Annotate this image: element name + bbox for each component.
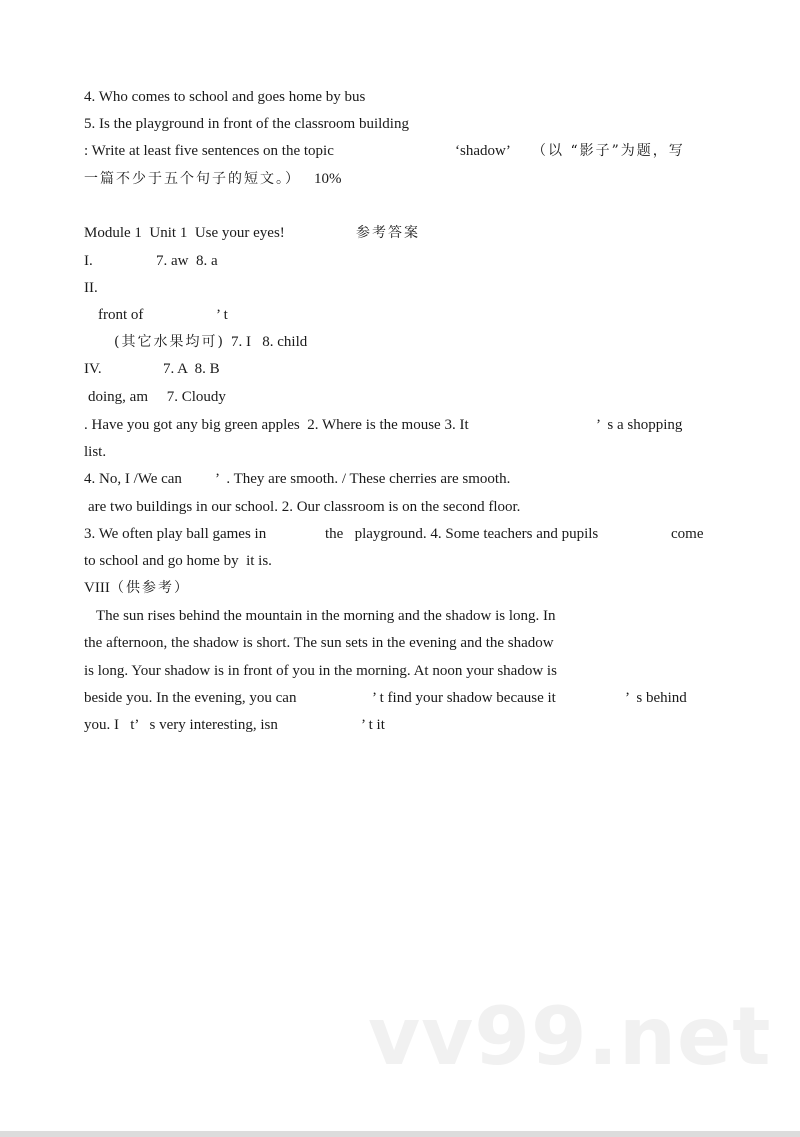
page-bottom-edge (0, 1131, 800, 1137)
essay-line-4-b: ’ t find your shadow because it (372, 690, 556, 706)
answer-heading-cn: 参考答案 (356, 225, 420, 241)
section-7-line3: to school and go home by it is. (84, 553, 272, 569)
section-2-line1-b: ’ t (216, 307, 228, 323)
section-4-answers: 7. A 8. B (163, 361, 220, 377)
essay-line-1: The sun rises behind the mountain in the morning and the shadow is long. In (96, 608, 556, 624)
question-4: 4. Who comes to school and goes home by bus (84, 89, 366, 105)
section-6-line3: 4. No, I /We can (84, 471, 182, 487)
section-8-cn: （供参考） (110, 580, 190, 596)
question-5: 5. Is the playground in front of the classroom building (84, 116, 409, 132)
section-2-line2-cn: (其它水果均可) (114, 334, 225, 350)
section-6-line1-b: ’ s a shopping (596, 417, 683, 433)
writing-prompt: : Write at least five sentences on the topic (84, 143, 334, 159)
writing-prompt-line2: 一篇不少于五个句子的短文。） (84, 171, 301, 187)
writing-prompt-topic: ‘shadow’ (455, 143, 511, 159)
section-7-line1: are two buildings in our school. 2. Our classroom is on the second floor. (88, 499, 521, 515)
essay-line-4: beside you. In the evening, you can (84, 690, 297, 706)
section-7-line2-b: the playground. 4. Some teachers and pupils (325, 526, 599, 542)
watermark-logo: vv99.net (368, 990, 772, 1083)
essay-line-2: the afternoon, the shadow is short. The sun sets in the evening and the shadow (84, 635, 554, 651)
essay-line-5: you. I t’ s very interesting, isn (84, 717, 278, 733)
writing-prompt-cn: （以 “影子”为题，写 (532, 143, 685, 159)
essay-line-4-c: ’ s behind (625, 690, 687, 706)
essay-line-5-b: ’ t it (361, 717, 385, 733)
section-5-line: doing, am 7. Cloudy (88, 389, 226, 405)
section-6-line2: list. (84, 444, 107, 460)
section-2-line2: 7. I 8. child (231, 334, 308, 350)
essay-line-3: is long. Your shadow is in front of you in the morning. At noon your shadow is (84, 663, 557, 679)
section-2-line1: front of (98, 307, 144, 323)
section-4-label: IV. (84, 361, 102, 377)
section-7-line2-c: come (671, 526, 704, 542)
section-2-label: II. (84, 280, 98, 296)
section-8-label: VIII (84, 580, 110, 596)
answer-heading: Module 1 Unit 1 Use your eyes! (84, 225, 285, 241)
section-7-line2: 3. We often play ball games in (84, 526, 267, 542)
section-1-label: I. (84, 253, 93, 269)
section-6-line3-b: ’ . They are smooth. / These cherries are smooth. (215, 471, 511, 487)
section-1-answers: 7. aw 8. a (156, 253, 218, 269)
writing-prompt-score: 10% (314, 171, 342, 187)
section-6-line1: . Have you got any big green apples 2. Where is the mouse 3. It (84, 417, 469, 433)
